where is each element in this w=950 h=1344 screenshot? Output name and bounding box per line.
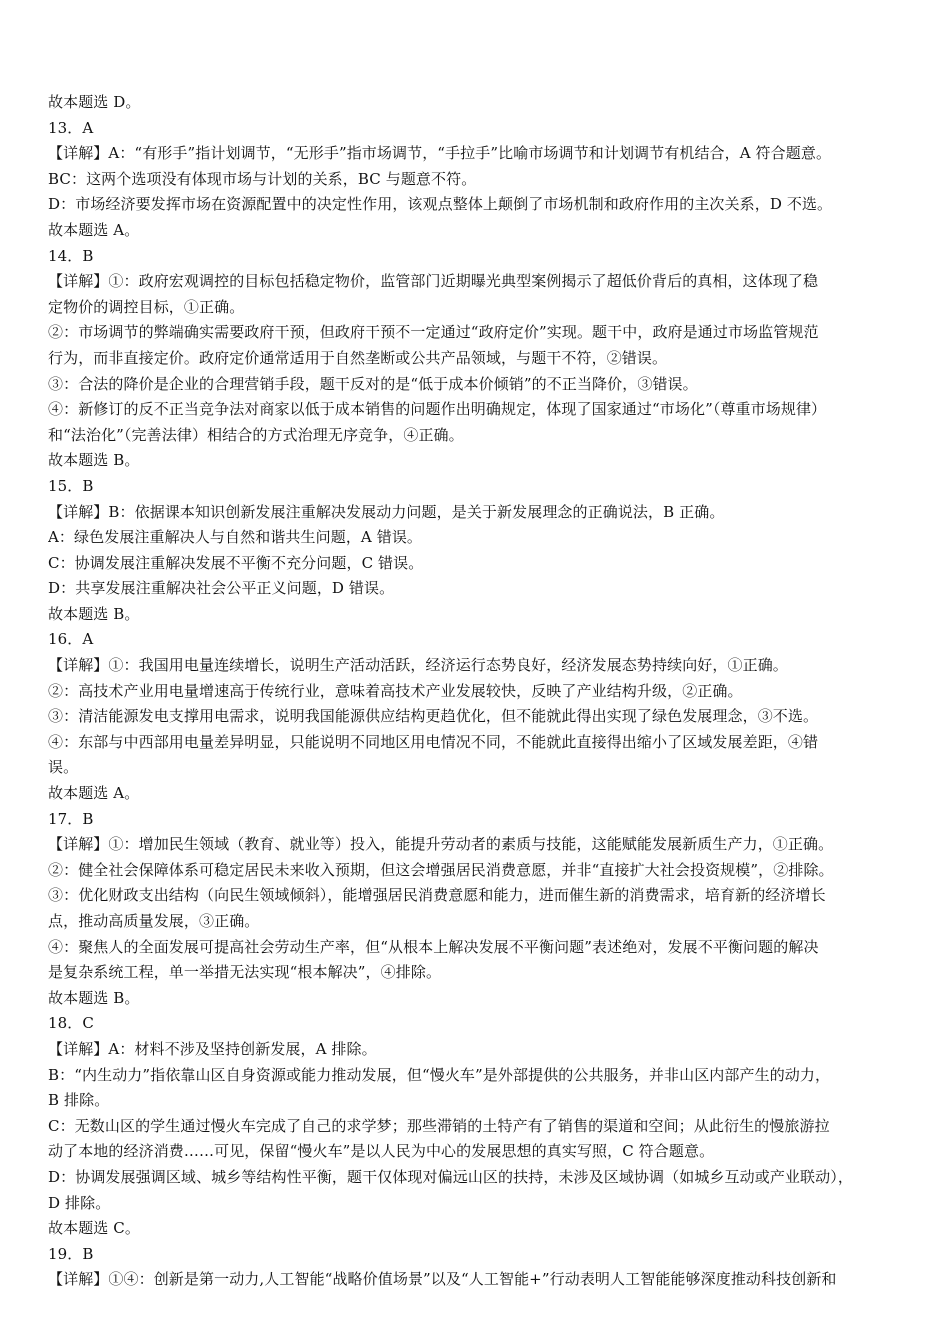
text-line: 17．B bbox=[48, 809, 94, 828]
text-line: 16．A bbox=[48, 630, 94, 649]
text-line: 是复杂系统工程，单一举措无法实现“根本解决”，④排除。 bbox=[48, 963, 442, 982]
text-line: 【详解】A：“有形手”指计划调节，“无形手”指市场调节，“手拉手”比喻市场调节和计划调节有机结合，A 符合题意。 bbox=[48, 144, 832, 163]
text-line: 行为，而非直接定价。政府定价通常适用于自然垄断或公共产品领域，与题干不符，②错误。 bbox=[48, 348, 668, 367]
text-line: B 排除。 bbox=[48, 1091, 110, 1110]
text-line: D：协调发展强调区域、城乡等结构性平衡，题干仅体现对偏远山区的扶持，未涉及区域协调（如城乡互动或产业联动）， bbox=[48, 1167, 853, 1186]
text-line: 故本题选 A。 bbox=[48, 220, 140, 239]
text-line: 【详解】①：我国用电量连续增长，说明生产活动活跃，经济运行态势良好，经济发展态势持续向好，①正确。 bbox=[48, 656, 788, 675]
text-line: 【详解】A：材料不涉及坚持创新发展，A 排除。 bbox=[48, 1039, 377, 1058]
text-line: 和“法治化”（完善法律）相结合的方式治理无序竞争，④正确。 bbox=[48, 425, 464, 444]
text-line: D：共享发展注重解决社会公平正义问题，D 错误。 bbox=[48, 579, 395, 598]
text-line: 误。 bbox=[48, 758, 79, 777]
text-line: 14．B bbox=[48, 246, 94, 265]
text-line: ③：合法的降价是企业的合理营销手段，题干反对的是“低于成本价倾销”的不正当降价，③错误。 bbox=[48, 374, 698, 393]
text-line: 故本题选 C。 bbox=[48, 1219, 140, 1238]
document-page bbox=[48, 90, 908, 1293]
text-line: A：绿色发展注重解决人与自然和谐共生问题，A 错误。 bbox=[48, 528, 423, 547]
text-line: ④：东部与中西部用电量差异明显，只能说明不同地区用电情况不同，不能就此直接得出缩小了区域发展差距，④错 bbox=[48, 732, 819, 751]
text-line: C：协调发展注重解决发展不平衡不充分问题，C 错误。 bbox=[48, 553, 424, 572]
text-line: B：“内生动力”指依靠山区自身资源或能力推动发展，但“慢火车”是外部提供的公共服务，并非山区内部产生的动力， bbox=[48, 1065, 831, 1084]
text-line: D 排除。 bbox=[48, 1193, 111, 1212]
text-line: 18．C bbox=[48, 1014, 94, 1033]
text-line: ④：聚焦人的全面发展可提高社会劳动生产率，但“从根本上解决发展不平衡问题”表述绝对，发展不平衡问题的解决 bbox=[48, 937, 819, 956]
text-line: 【详解】B：依据课本知识创新发展注重解决发展动力问题，是关于新发展理念的正确说法，B 正确。 bbox=[48, 502, 725, 521]
text-line: 故本题选 A。 bbox=[48, 784, 140, 803]
text-line: 19．B bbox=[48, 1244, 94, 1263]
text-line: 【详解】①：增加民生领域（教育、就业等）投入，能提升劳动者的素质与技能，这能赋能发展新质生产力，①正确。 bbox=[48, 835, 834, 854]
text-line: 动了本地的经济消费……可见，保留“慢火车”是以人民为中心的发展思想的真实写照，C 符合题意。 bbox=[48, 1142, 715, 1161]
text-line: 定物价的调控目标，①正确。 bbox=[48, 297, 245, 316]
text-line: ②：高技术产业用电量增速高于传统行业，意味着高技术产业发展较快，反映了产业结构升级，②正确。 bbox=[48, 681, 743, 700]
text-line: ②：市场调节的弊端确实需要政府干预，但政府干预不一定通过“政府定价”实现。题干中，政府是通过市场监管规范 bbox=[48, 323, 819, 342]
text-line: ③：清洁能源发电支撑用电需求，说明我国能源供应结构更趋优化，但不能就此得出实现了绿色发展理念，③不选。 bbox=[48, 707, 819, 726]
text-line: 15．B bbox=[48, 476, 94, 495]
text-line: ③：优化财政支出结构（向民生领域倾斜），能增强居民消费意愿和能力，进而催生新的消费需求，培育新的经济增长 bbox=[48, 886, 826, 905]
text-line: 【详解】①：政府宏观调控的目标包括稳定物价，监管部门近期曝光典型案例揭示了超低价背后的真相，这体现了稳 bbox=[48, 272, 819, 291]
text-line: ④：新修订的反不正当竞争法对商家以低于成本销售的问题作出明确规定，体现了国家通过“市场化”（尊重市场规律） bbox=[48, 400, 827, 419]
text-line: 【详解】①④：创新是第一动力,人工智能“战略价值场景”以及“人工智能+”行动表明人工智能能够深度推动科技创新和 bbox=[48, 1270, 837, 1289]
text-line: BC：这两个选项没有体现市场与计划的关系，BC 与题意不符。 bbox=[48, 169, 477, 188]
text-line: 故本题选 B。 bbox=[48, 451, 140, 470]
text-line: 故本题选 B。 bbox=[48, 604, 140, 623]
text-line: D：市场经济要发挥市场在资源配置中的决定性作用，该观点整体上颠倒了市场机制和政府作用的主次关系，D 不选。 bbox=[48, 195, 833, 214]
text-line: 故本题选 D。 bbox=[48, 93, 141, 111]
text-line: ②：健全社会保障体系可稳定居民未来收入预期，但这会增强居民消费意愿，并非“直接扩大社会投资规模”，②排除。 bbox=[48, 860, 834, 879]
text-line: 点，推动高质量发展，③正确。 bbox=[48, 912, 260, 930]
text-line: 故本题选 B。 bbox=[48, 988, 140, 1007]
text-line: C：无数山区的学生通过慢火车完成了自己的求学梦；那些滞销的土特产有了销售的渠道和空间；从此衍生的慢旅游拉 bbox=[48, 1116, 830, 1135]
text-line: 13．A bbox=[48, 118, 94, 137]
